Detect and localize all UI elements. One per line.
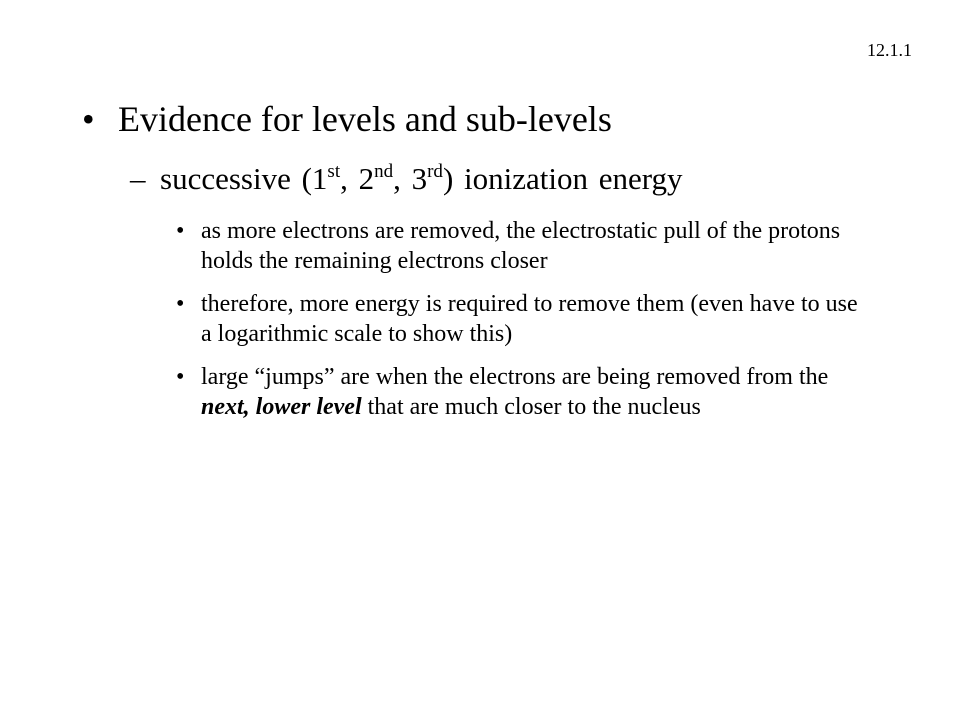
point-text: therefore, more energy is required to remove them (even have to use a logarithmic scale to show this): [201, 291, 858, 347]
dash-icon: –: [130, 161, 146, 196]
sup-nd: nd: [374, 161, 394, 182]
subheading-mid1: , 2: [340, 161, 375, 196]
subheading-prefix: successive (1: [160, 161, 328, 196]
slide-number: 12.1.1: [867, 40, 912, 60]
sub-bullet: [130, 160, 683, 197]
point-text: as more electrons are removed, the electrostatic pull of the protons holds the remaining electrons closer: [201, 218, 841, 274]
bullet-dot-icon: •: [176, 291, 185, 318]
heading-text: Evidence for levels and sub-levels: [118, 99, 612, 139]
bullet-dot-icon: •: [176, 218, 185, 244]
subheading-text: [160, 160, 683, 197]
list-item: [176, 363, 866, 422]
point-text-after: that are much closer to the nucleus: [361, 393, 701, 420]
subheading-suffix: ) ionization energy: [442, 161, 683, 196]
detail-list: [176, 217, 866, 436]
sup-st: st: [327, 161, 341, 182]
sup-rd: rd: [427, 161, 443, 182]
point-text: [201, 363, 866, 422]
subheading-mid2: , 3: [393, 161, 428, 196]
bullet-dot-icon: •: [176, 364, 185, 391]
point-text-before: large “jumps” are when the electrons are being removed from the: [201, 364, 829, 391]
emphasis-text: next, lower level: [201, 393, 362, 420]
main-bullet: [82, 98, 612, 141]
list-item: [176, 217, 866, 276]
bullet-dot-icon: •: [82, 99, 95, 139]
list-item: [176, 290, 866, 349]
